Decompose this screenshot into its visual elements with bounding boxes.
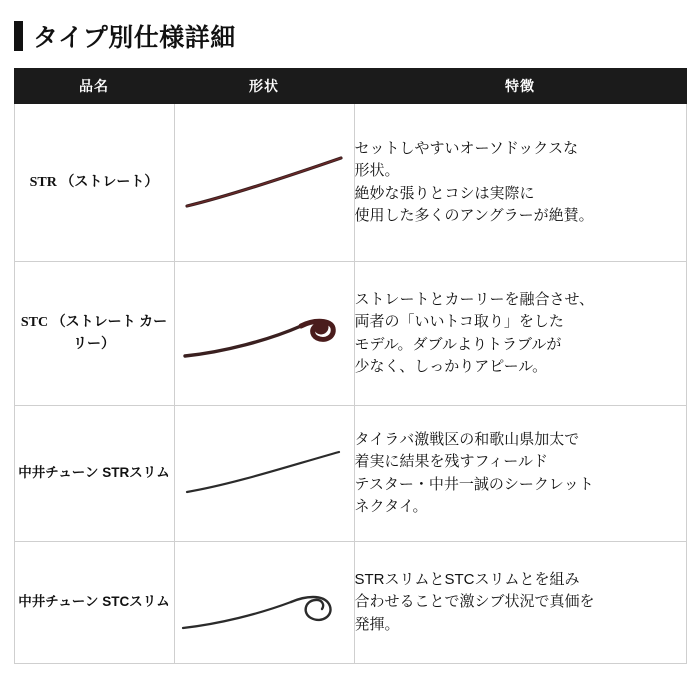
feature-cell	[354, 262, 686, 406]
column-header-name: 品名	[14, 69, 174, 104]
product-name-line: 中井チューン	[18, 594, 99, 610]
feature-line: STRスリムとSTCスリムとを組み	[354, 571, 580, 589]
slim-straight-line-shape-icon	[179, 444, 349, 504]
product-name-line: STCスリム	[102, 594, 170, 610]
feature-line: 発揮。	[354, 615, 400, 633]
product-name-line: カーリー）	[73, 314, 168, 352]
feature-cell	[354, 542, 686, 664]
product-name-line: （ストレート	[51, 314, 136, 330]
feature-line: 形状。	[354, 162, 400, 180]
shape-cell	[174, 262, 354, 406]
table-header	[14, 69, 686, 104]
feature-line: セットしやすいオーソドックスな	[354, 140, 579, 158]
feature-line: テスター・中井一誠のシークレット	[354, 475, 594, 493]
feature-line: 両者の「いいトコ取り」をした	[354, 313, 564, 331]
product-name-line: STC	[20, 314, 49, 330]
product-name-line: STRスリム	[102, 465, 170, 481]
table-row	[14, 262, 686, 406]
shape-cell	[174, 542, 354, 664]
feature-line: ストレートとカーリーを融合させ、	[354, 291, 595, 309]
table-row	[14, 406, 686, 542]
product-name-cell	[14, 542, 174, 664]
product-name-line: 中井チューン	[18, 465, 99, 481]
straight-curly-shape-icon	[179, 294, 349, 374]
table-header-row	[14, 69, 686, 104]
spec-table	[14, 68, 687, 664]
feature-cell	[354, 406, 686, 542]
product-name-cell	[14, 406, 174, 542]
feature-line: 使用した多くのアングラーが絶賛。	[354, 206, 594, 224]
table-body	[14, 104, 686, 664]
feature-line: タイラバ激戦区の和歌山県加太で	[354, 431, 580, 449]
feature-line: 着実に結果を残すフィールド	[354, 453, 549, 471]
shape-cell	[174, 406, 354, 542]
product-name-line: （ストレート）	[60, 174, 159, 190]
column-header-feature: 特徴	[354, 69, 686, 104]
feature-line: 少なく、しっかりアピール。	[354, 357, 548, 375]
shape-cell	[174, 104, 354, 262]
feature-line: モデル。ダブルよりトラブルが	[354, 335, 562, 353]
table-row	[14, 542, 686, 664]
page-title-row	[0, 0, 700, 64]
table-row	[14, 104, 686, 262]
straight-line-shape-icon	[179, 148, 349, 218]
feature-cell	[354, 104, 686, 262]
page-title: タイプ別仕様詳細	[33, 24, 236, 52]
feature-line: 絶妙な張りとコシは実際に	[354, 184, 535, 202]
feature-line: 合わせることで激シブ状況で真価を	[354, 593, 595, 611]
column-header-shape: 形状	[174, 69, 354, 104]
feature-line: ネクタイ。	[354, 497, 428, 515]
title-accent-bar	[14, 21, 23, 51]
product-name-cell	[14, 262, 174, 406]
product-name-line: STR	[29, 174, 57, 190]
product-name-cell	[14, 104, 174, 262]
slim-curly-shape-icon	[179, 564, 349, 642]
